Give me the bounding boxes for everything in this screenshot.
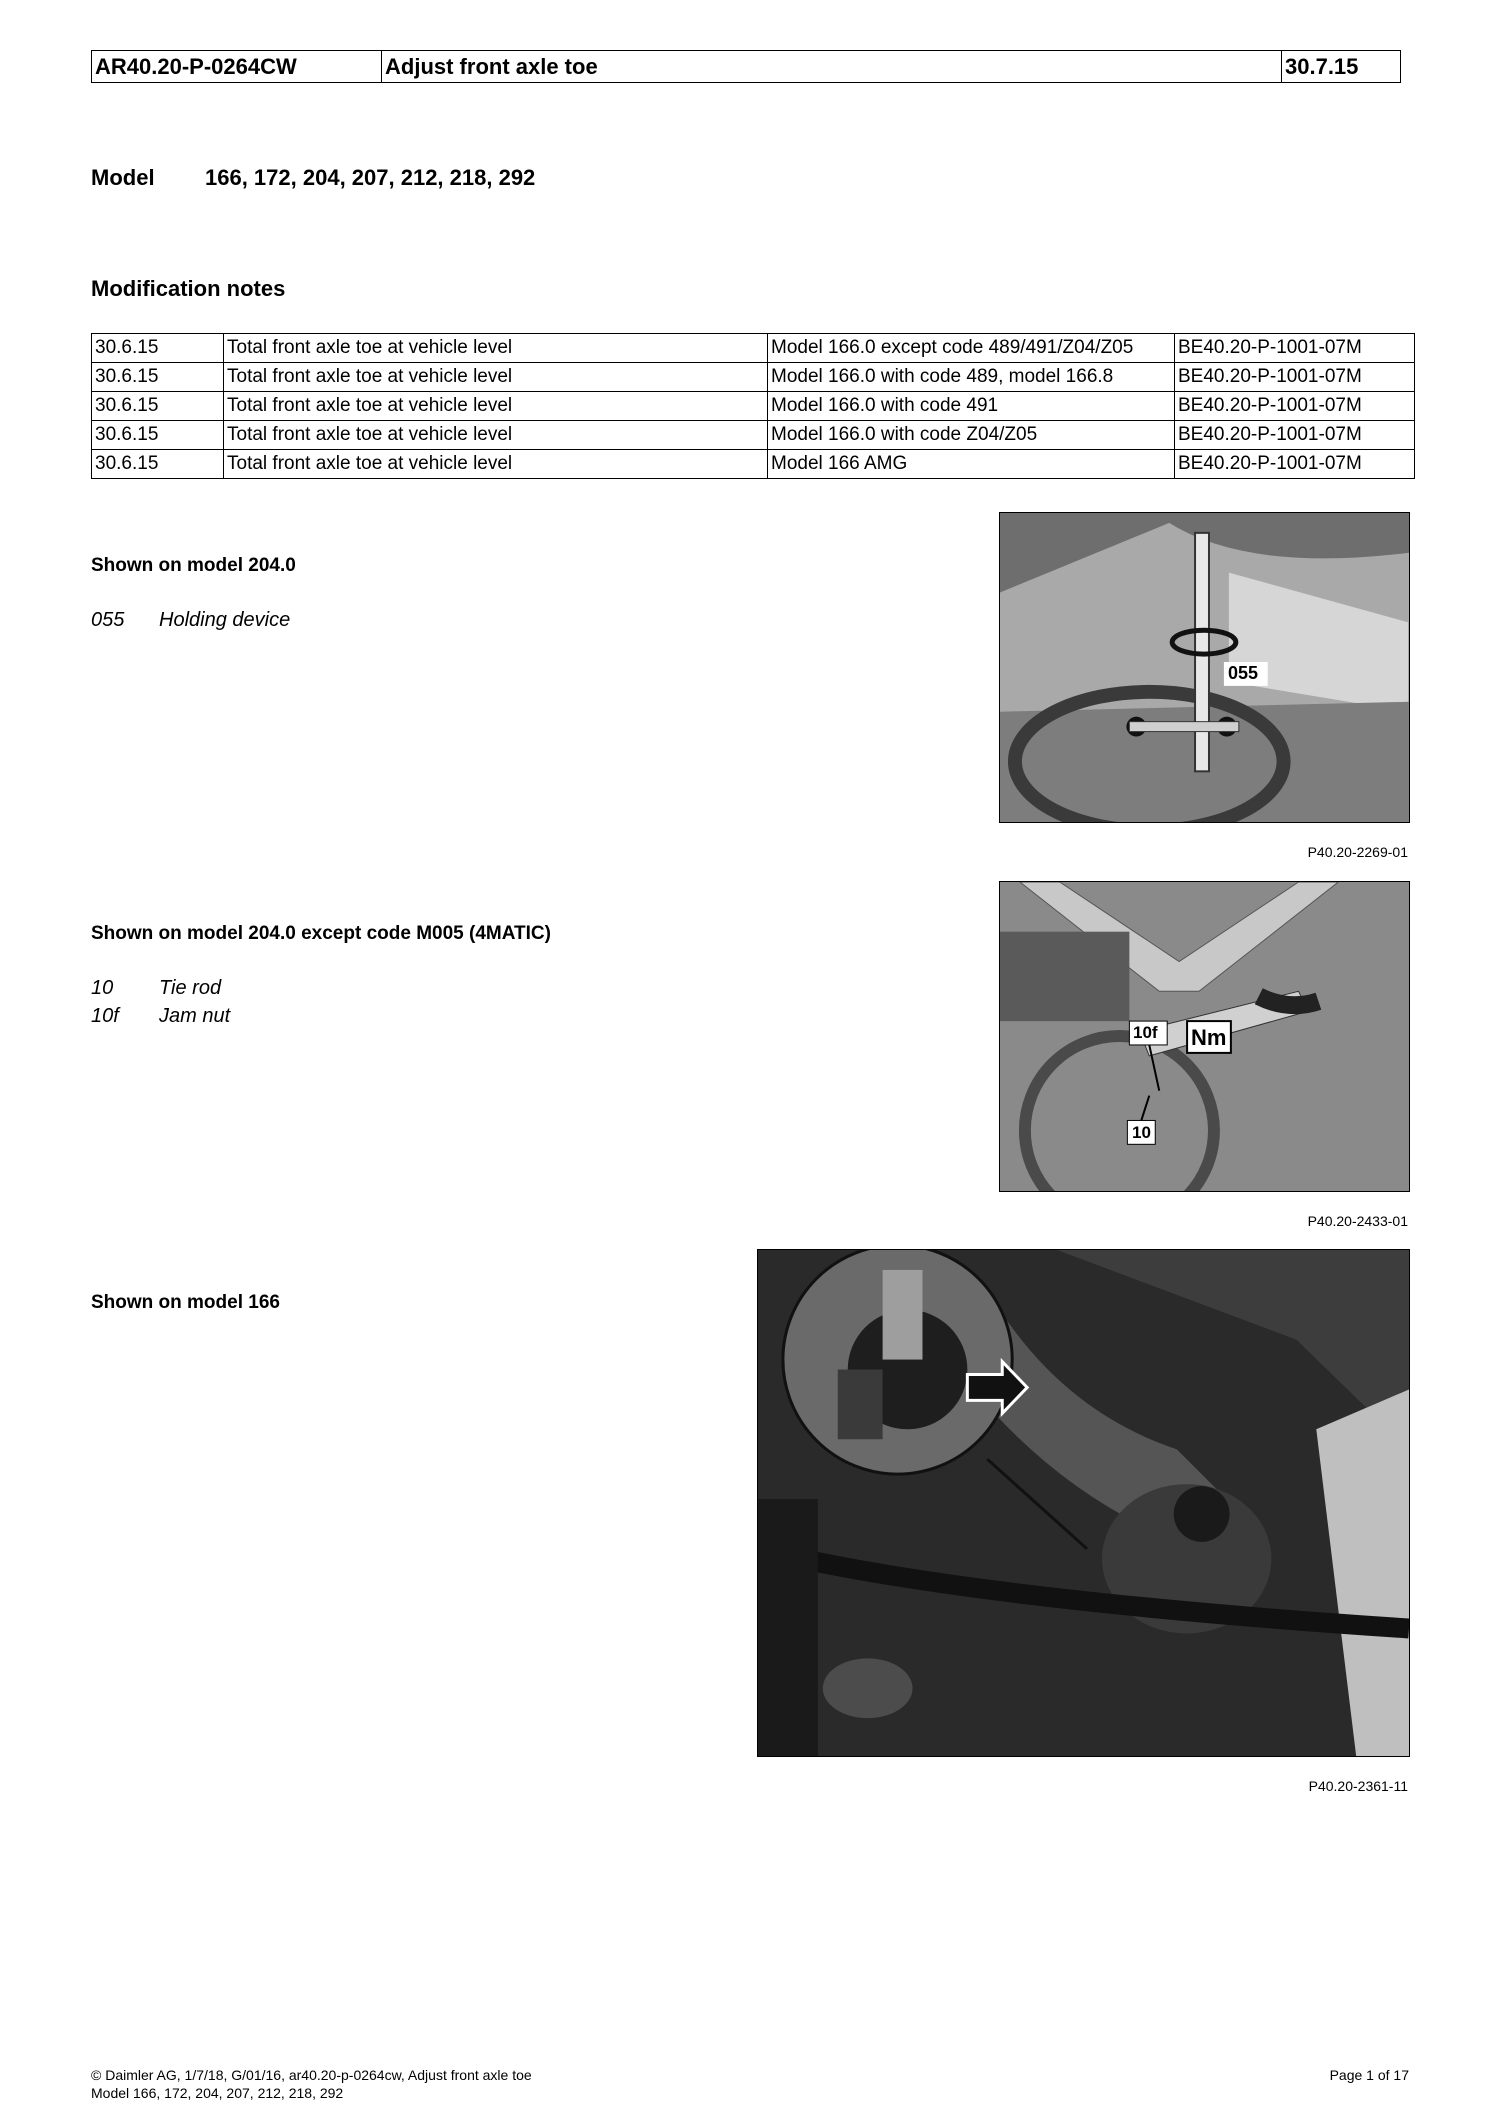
table-row — [92, 334, 1415, 363]
legend-code: 055 — [91, 609, 125, 631]
table-row — [92, 363, 1415, 392]
callout-label: 10 — [1132, 1123, 1151, 1142]
note-text: Total front axle toe at vehicle level — [224, 421, 768, 450]
figure-id: P40.20-2361-11 — [1308, 1778, 1408, 1794]
table-row — [92, 392, 1415, 421]
callout-label: 10f — [1133, 1023, 1158, 1042]
model-label: Model — [91, 165, 155, 190]
note-date: 30.6.15 — [92, 392, 224, 421]
doc-id: AR40.20-P-0264CW — [92, 51, 382, 82]
model-line — [91, 165, 535, 191]
note-model: Model 166.0 with code 489, model 166.8 — [768, 363, 1175, 392]
table-row — [92, 450, 1415, 479]
note-ref-link[interactable]: BE40.20-P-1001-07M — [1175, 392, 1415, 421]
note-date: 30.6.15 — [92, 450, 224, 479]
note-model: Model 166.0 with code Z04/Z05 — [768, 421, 1175, 450]
legend-item — [91, 1002, 230, 1030]
note-model: Model 166.0 except code 489/491/Z04/Z05 — [768, 334, 1175, 363]
note-ref-link[interactable]: BE40.20-P-1001-07M — [1175, 450, 1415, 479]
legend — [91, 606, 290, 634]
legend-code: 10 — [91, 977, 114, 999]
note-model: Model 166.0 with code 491 — [768, 392, 1175, 421]
note-text: Total front axle toe at vehicle level — [224, 392, 768, 421]
figure-id: P40.20-2433-01 — [1307, 1213, 1408, 1229]
footer-models: Model 166, 172, 204, 207, 212, 218, 292 — [91, 2085, 344, 2101]
page-number: Page 1 of 17 — [1329, 2067, 1409, 2083]
document-header — [91, 50, 1401, 83]
page-footer — [91, 2066, 1409, 2102]
legend-item — [91, 606, 290, 634]
section-title: Shown on model 166 — [91, 1292, 280, 1313]
note-date: 30.6.15 — [92, 363, 224, 392]
legend-text: Jam nut — [159, 1005, 231, 1027]
legend-item — [91, 974, 230, 1002]
callout-label: 055 — [1228, 663, 1259, 683]
steering-wheel-illustration — [1000, 513, 1409, 822]
callout-label: Nm — [1191, 1025, 1227, 1050]
footer-copyright: © Daimler AG, 1/7/18, G/01/16, ar40.20-p-0264cw, Adjust front axle toe — [91, 2067, 532, 2083]
note-ref-link[interactable]: BE40.20-P-1001-07M — [1175, 363, 1415, 392]
note-ref-link[interactable]: BE40.20-P-1001-07M — [1175, 421, 1415, 450]
note-text: Total front axle toe at vehicle level — [224, 450, 768, 479]
doc-title: Adjust front axle toe — [382, 51, 1282, 82]
engine-bay-illustration — [758, 1250, 1409, 1756]
note-model: Model 166 AMG — [768, 450, 1175, 479]
legend — [91, 974, 230, 1030]
note-text: Total front axle toe at vehicle level — [224, 363, 768, 392]
legend-text: Tie rod — [159, 977, 222, 999]
modification-notes-heading: Modification notes — [91, 276, 286, 301]
figure-steering-holding-device — [999, 512, 1410, 823]
section-title: Shown on model 204.0 except code M005 (4MATIC) — [91, 923, 551, 944]
modification-notes-table — [91, 333, 1415, 479]
model-values: 166, 172, 204, 207, 212, 218, 292 — [205, 165, 536, 190]
note-date: 30.6.15 — [92, 421, 224, 450]
figure-id: P40.20-2269-01 — [1307, 844, 1408, 860]
figure-engine-bay — [757, 1249, 1410, 1757]
doc-date: 30.7.15 — [1285, 54, 1359, 79]
section-title: Shown on model 204.0 — [91, 555, 296, 576]
figure-tie-rod — [999, 881, 1410, 1192]
legend-code: 10f — [91, 1005, 119, 1027]
note-ref-link[interactable]: BE40.20-P-1001-07M — [1175, 334, 1415, 363]
note-text: Total front axle toe at vehicle level — [224, 334, 768, 363]
table-row — [92, 421, 1415, 450]
legend-text: Holding device — [159, 609, 291, 631]
note-date: 30.6.15 — [92, 334, 224, 363]
